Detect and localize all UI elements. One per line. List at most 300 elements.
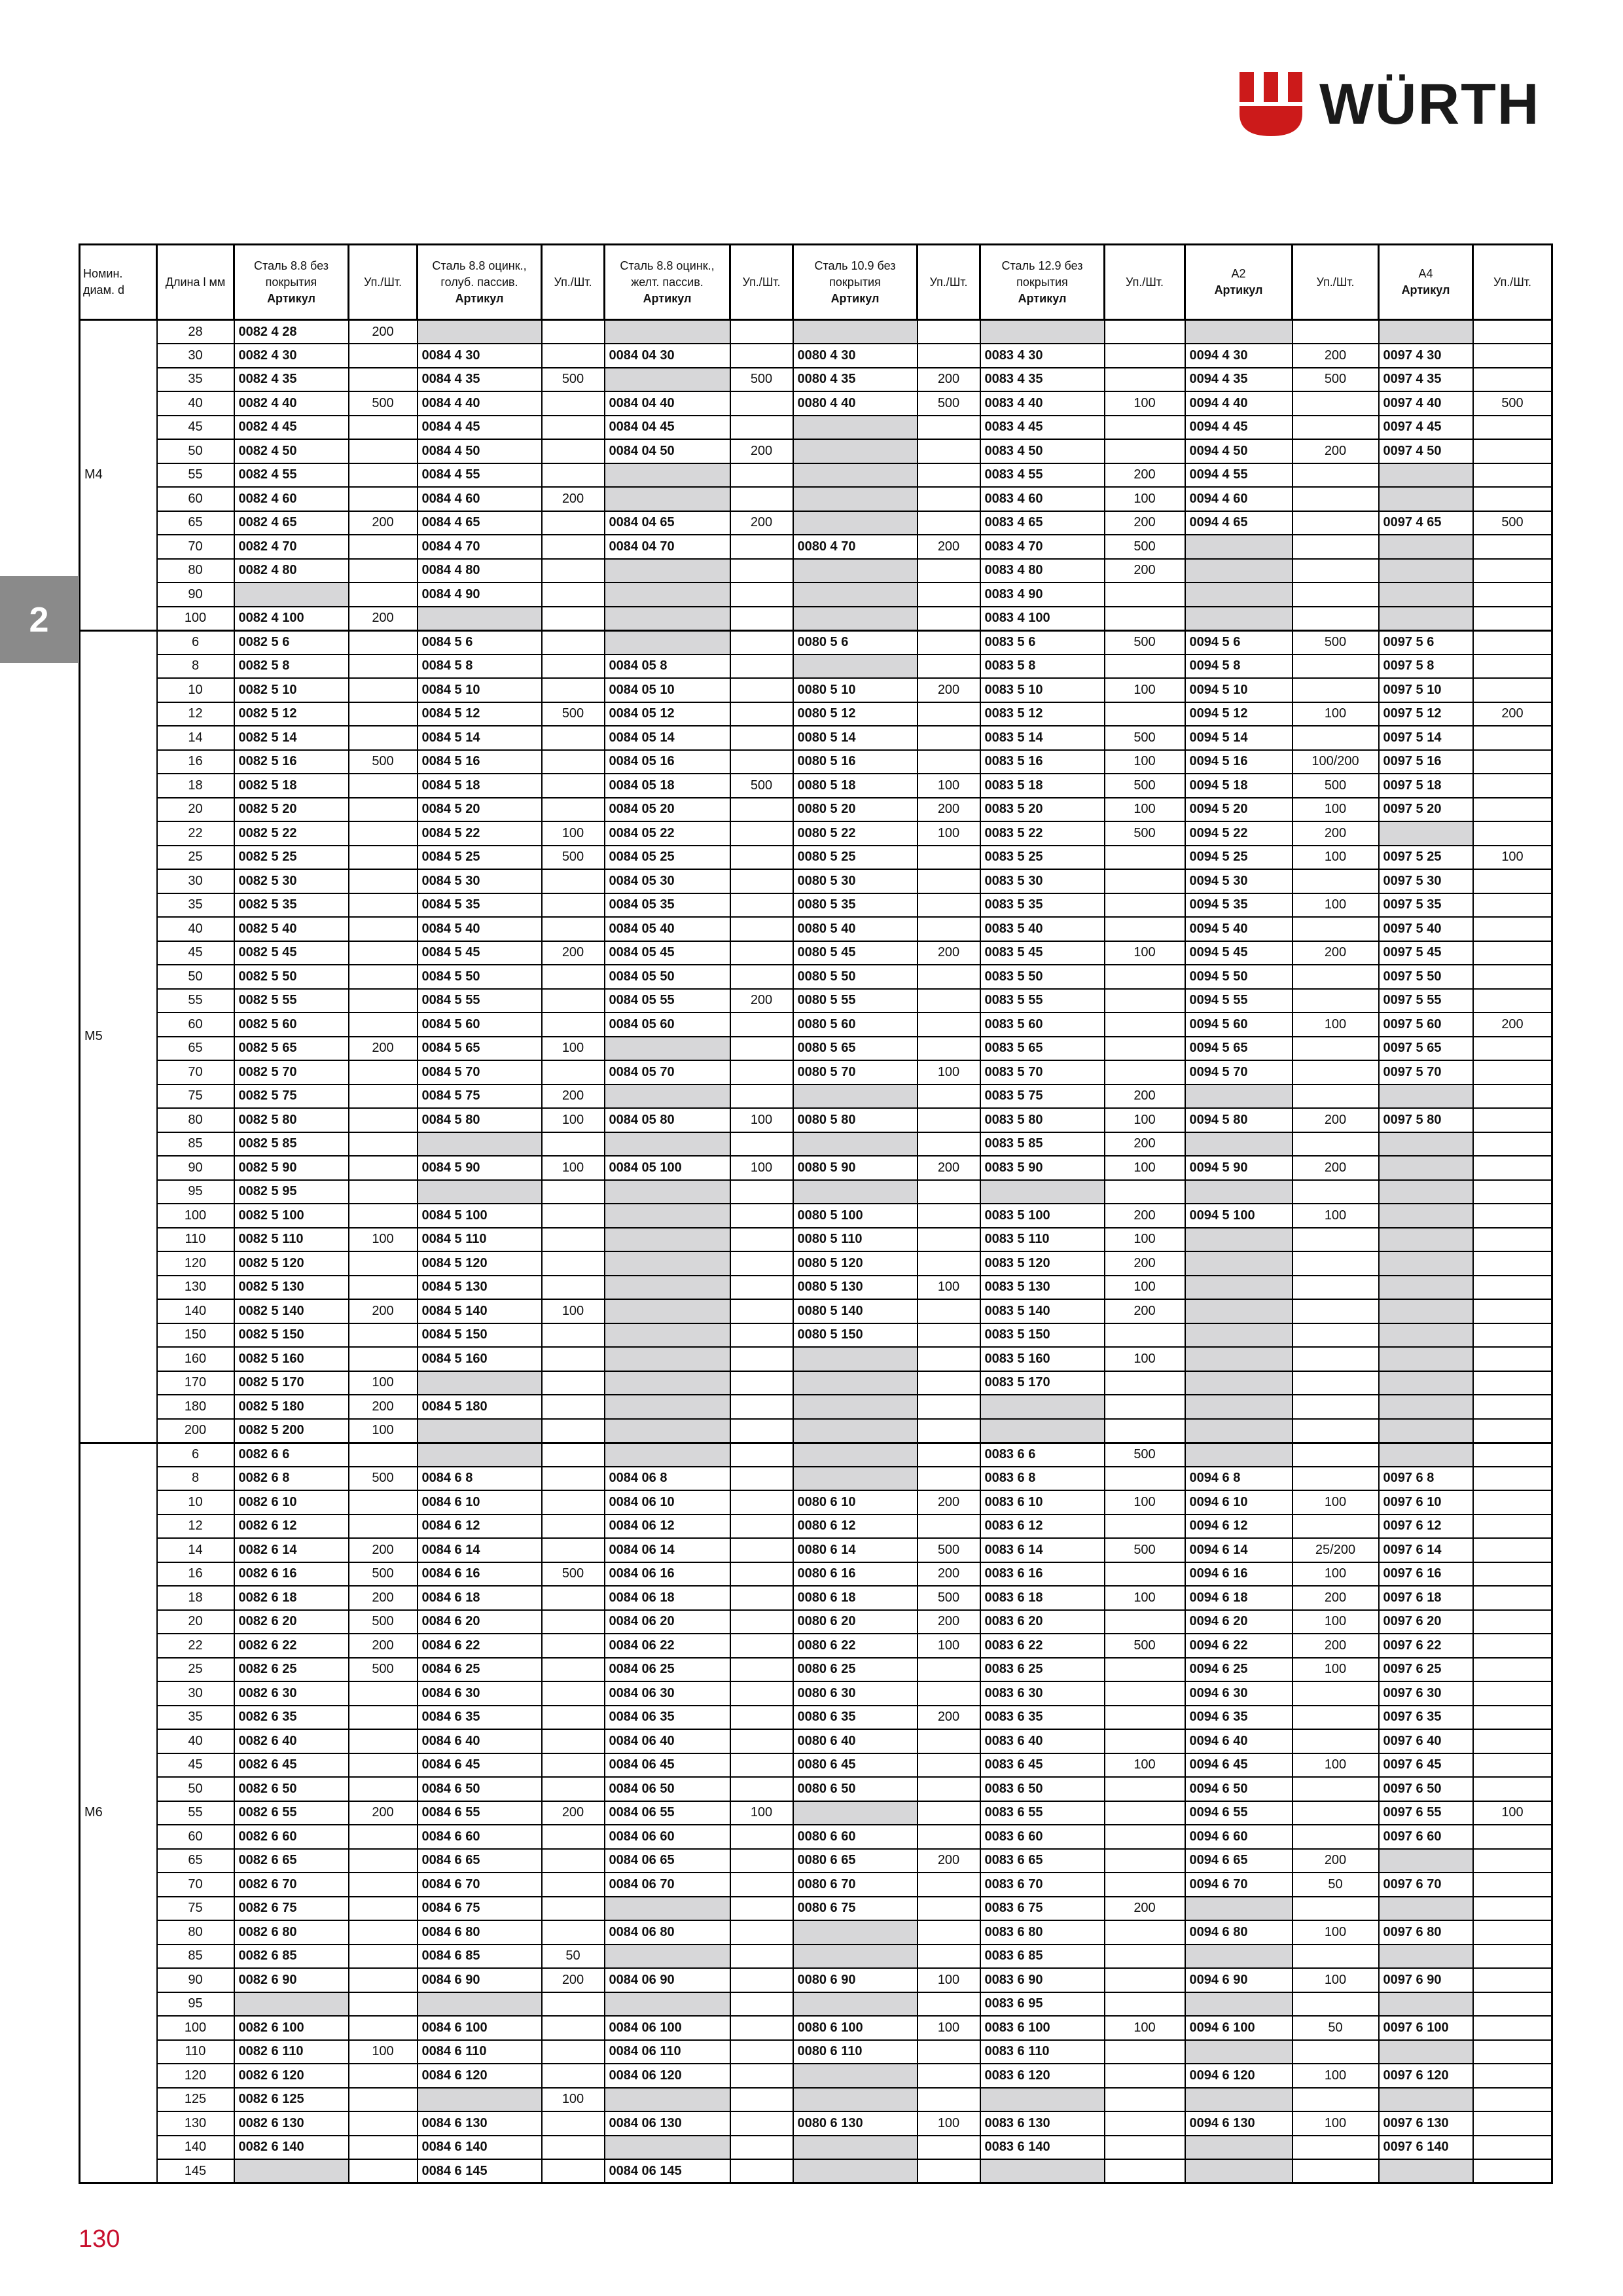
article-cell: 0084 05 18 xyxy=(605,774,730,798)
column-header xyxy=(80,245,157,320)
article-cell: 0084 05 16 xyxy=(605,750,730,774)
article-cell xyxy=(418,1371,542,1395)
header-line: покрытия xyxy=(265,275,317,289)
article-cell: 0084 6 110 xyxy=(418,2040,542,2064)
article-cell: 0080 6 25 xyxy=(793,1658,918,1682)
length-cell: 50 xyxy=(157,965,234,989)
article-cell: 0084 04 65 xyxy=(605,511,730,535)
pack-qty-cell xyxy=(730,1085,793,1109)
pack-qty-cell xyxy=(542,1658,605,1682)
article-cell: 0080 6 130 xyxy=(793,2111,918,2136)
article-cell: 0094 5 70 xyxy=(1185,1060,1293,1085)
pack-qty-cell xyxy=(349,2016,418,2040)
article-cell: 0084 5 12 xyxy=(418,702,542,726)
pack-qty-cell xyxy=(349,846,418,870)
article-cell: 0083 4 60 xyxy=(980,487,1105,511)
article-cell: 0083 6 130 xyxy=(980,2111,1105,2136)
article-cell: 0084 5 8 xyxy=(418,655,542,679)
pack-qty-cell: 200 xyxy=(349,1538,418,1562)
pack-qty-cell xyxy=(542,2136,605,2160)
pack-qty-cell: 100 xyxy=(1293,1490,1379,1515)
article-cell: 0080 5 14 xyxy=(793,726,918,750)
article-cell: 0083 6 22 xyxy=(980,1634,1105,1658)
article-cell: 0097 6 60 xyxy=(1379,1825,1473,1849)
article-cell xyxy=(793,463,918,488)
pack-qty-cell xyxy=(730,702,793,726)
article-cell: 0083 6 110 xyxy=(980,2040,1105,2064)
article-cell: 0082 5 200 xyxy=(234,1419,349,1443)
pack-qty-cell: 500 xyxy=(1105,774,1185,798)
article-cell: 0083 6 16 xyxy=(980,1562,1105,1587)
header-line: Уп./Шт. xyxy=(742,275,781,289)
pack-qty-cell xyxy=(1105,2088,1185,2112)
pack-qty-cell xyxy=(1293,1801,1379,1825)
length-cell: 95 xyxy=(157,1180,234,1204)
pack-qty-cell xyxy=(542,726,605,750)
article-cell: 0083 5 16 xyxy=(980,750,1105,774)
article-cell: 0094 5 14 xyxy=(1185,726,1293,750)
article-cell xyxy=(1379,607,1473,631)
article-cell: 0082 6 45 xyxy=(234,1753,349,1778)
pack-qty-cell: 100 xyxy=(1293,1204,1379,1228)
pack-qty-cell: 500 xyxy=(918,1586,980,1610)
pack-qty-cell xyxy=(730,1562,793,1587)
pack-qty-cell xyxy=(918,2136,980,2160)
article-cell: 0083 5 120 xyxy=(980,1251,1105,1276)
pack-qty-cell xyxy=(730,750,793,774)
article-cell: 0082 6 30 xyxy=(234,1681,349,1706)
header-line: Уп./Шт. xyxy=(1316,275,1355,289)
pack-qty-cell xyxy=(1293,391,1379,416)
article-cell: 0082 5 14 xyxy=(234,726,349,750)
pack-qty-cell xyxy=(349,416,418,440)
pack-qty-cell xyxy=(730,1777,793,1801)
pack-qty-cell xyxy=(730,1419,793,1443)
article-cell: 0082 6 75 xyxy=(234,1897,349,1921)
pack-qty-cell xyxy=(349,941,418,965)
pack-qty-cell xyxy=(542,1180,605,1204)
article-cell: 0083 4 80 xyxy=(980,559,1105,583)
pack-qty-cell xyxy=(1473,2040,1552,2064)
pack-qty-cell: 100 xyxy=(1105,1156,1185,1180)
article-cell: 0082 6 130 xyxy=(234,2111,349,2136)
article-cell xyxy=(605,559,730,583)
pack-qty-cell xyxy=(349,1347,418,1371)
article-cell: 0083 6 70 xyxy=(980,1873,1105,1897)
pack-qty-cell xyxy=(1105,1060,1185,1085)
column-header xyxy=(1379,245,1473,320)
article-cell xyxy=(1185,2159,1293,2183)
pack-qty-cell: 200 xyxy=(918,1562,980,1587)
pack-qty-cell: 500 xyxy=(918,1538,980,1562)
article-cell: 0080 4 30 xyxy=(793,344,918,368)
article-cell: 0082 5 90 xyxy=(234,1156,349,1180)
pack-qty-cell xyxy=(349,678,418,702)
pack-qty-cell: 100 xyxy=(542,1156,605,1180)
pack-qty-cell: 500 xyxy=(1105,535,1185,559)
article-cell xyxy=(605,607,730,631)
pack-qty-cell: 100 xyxy=(1105,1347,1185,1371)
article-cell: 0083 6 30 xyxy=(980,1681,1105,1706)
pack-qty-cell xyxy=(1293,678,1379,702)
article-cell xyxy=(1185,607,1293,631)
pack-qty-cell xyxy=(1105,607,1185,631)
article-cell: 0080 5 150 xyxy=(793,1323,918,1348)
table-row xyxy=(80,941,1552,965)
article-cell: 0082 4 45 xyxy=(234,416,349,440)
article-cell: 0082 5 50 xyxy=(234,965,349,989)
article-cell: 0084 5 80 xyxy=(418,1108,542,1132)
pack-qty-cell: 200 xyxy=(1293,1108,1379,1132)
article-cell: 0080 6 50 xyxy=(793,1777,918,1801)
pack-qty-cell: 100 xyxy=(1473,1801,1552,1825)
pack-qty-cell xyxy=(1473,965,1552,989)
pack-qty-cell xyxy=(1473,1562,1552,1587)
pack-qty-cell: 100/200 xyxy=(1293,750,1379,774)
article-cell: 0080 6 14 xyxy=(793,1538,918,1562)
article-cell: 0084 6 35 xyxy=(418,1706,542,1730)
length-cell: 90 xyxy=(157,583,234,607)
pack-qty-cell xyxy=(918,750,980,774)
pack-qty-cell xyxy=(349,2159,418,2183)
pack-qty-cell xyxy=(918,1371,980,1395)
article-cell xyxy=(1185,1323,1293,1348)
table-row xyxy=(80,1849,1552,1873)
article-cell: 0084 5 30 xyxy=(418,869,542,893)
article-cell xyxy=(605,630,730,655)
article-cell xyxy=(793,320,918,344)
pack-qty-cell xyxy=(1293,1180,1379,1204)
length-cell: 70 xyxy=(157,1873,234,1897)
length-cell: 85 xyxy=(157,1132,234,1157)
table-row xyxy=(80,1371,1552,1395)
article-cell xyxy=(793,2136,918,2160)
pack-qty-cell: 100 xyxy=(1293,1562,1379,1587)
pack-qty-cell xyxy=(542,344,605,368)
article-cell: 0080 6 110 xyxy=(793,2040,918,2064)
pack-qty-cell xyxy=(918,846,980,870)
pack-qty-cell xyxy=(1473,917,1552,941)
column-header xyxy=(1105,245,1185,320)
table-row xyxy=(80,1729,1552,1753)
pack-qty-cell xyxy=(918,1920,980,1945)
table-row xyxy=(80,1586,1552,1610)
article-cell: 0097 4 35 xyxy=(1379,368,1473,392)
pack-qty-cell xyxy=(1473,1299,1552,1323)
pack-qty-cell: 100 xyxy=(1293,1013,1379,1037)
pack-qty-cell xyxy=(349,1920,418,1945)
article-cell xyxy=(1185,535,1293,559)
pack-qty-cell xyxy=(1473,1156,1552,1180)
pack-qty-cell xyxy=(1293,1706,1379,1730)
pack-qty-cell xyxy=(542,2159,605,2183)
article-cell xyxy=(234,2159,349,2183)
pack-qty-cell xyxy=(542,559,605,583)
article-cell: 0083 6 10 xyxy=(980,1490,1105,1515)
pack-qty-cell xyxy=(542,678,605,702)
article-cell: 0082 6 18 xyxy=(234,1586,349,1610)
pack-qty-cell xyxy=(1105,1323,1185,1348)
pack-qty-cell xyxy=(1473,1706,1552,1730)
table-row xyxy=(80,989,1552,1013)
article-cell xyxy=(793,2159,918,2183)
article-cell: 0082 6 85 xyxy=(234,1945,349,1969)
pack-qty-cell: 200 xyxy=(918,678,980,702)
header-line: Уп./Шт. xyxy=(1125,275,1164,289)
article-cell: 0094 5 40 xyxy=(1185,917,1293,941)
pack-qty-cell xyxy=(1293,1395,1379,1419)
pack-qty-cell: 200 xyxy=(1105,1085,1185,1109)
article-cell xyxy=(1185,1180,1293,1204)
article-cell: 0080 5 100 xyxy=(793,1204,918,1228)
pack-qty-cell xyxy=(1473,821,1552,846)
article-cell: 0084 6 55 xyxy=(418,1801,542,1825)
column-header xyxy=(157,245,234,320)
pack-qty-cell: 500 xyxy=(1473,391,1552,416)
length-cell: 130 xyxy=(157,2111,234,2136)
article-cell: 0097 6 100 xyxy=(1379,2016,1473,2040)
article-cell xyxy=(605,1347,730,1371)
pack-qty-cell xyxy=(730,416,793,440)
article-cell xyxy=(1379,1251,1473,1276)
pack-qty-cell: 100 xyxy=(918,2111,980,2136)
article-cell xyxy=(234,1992,349,2017)
article-cell: 0080 6 70 xyxy=(793,1873,918,1897)
pack-qty-cell: 200 xyxy=(349,607,418,631)
pack-qty-cell xyxy=(918,607,980,631)
header-line: покрытия xyxy=(829,275,881,289)
article-cell xyxy=(418,607,542,631)
article-cell: 0084 5 90 xyxy=(418,1156,542,1180)
article-cell: 0097 6 90 xyxy=(1379,1968,1473,1992)
pack-qty-cell xyxy=(1473,989,1552,1013)
header-line: диам. d xyxy=(83,283,124,296)
article-cell: 0097 4 50 xyxy=(1379,439,1473,463)
pack-qty-cell xyxy=(918,583,980,607)
pack-qty-cell xyxy=(1473,893,1552,918)
pack-qty-cell: 500 xyxy=(1105,821,1185,846)
pack-qty-cell xyxy=(1105,1920,1185,1945)
length-cell: 28 xyxy=(157,320,234,344)
pack-qty-cell xyxy=(1473,1753,1552,1778)
pack-qty-cell xyxy=(542,320,605,344)
article-cell: 0097 6 120 xyxy=(1379,2064,1473,2088)
pack-qty-cell xyxy=(542,1490,605,1515)
article-cell: 0083 5 160 xyxy=(980,1347,1105,1371)
pack-qty-cell: 200 xyxy=(349,511,418,535)
article-cell: 0094 6 65 xyxy=(1185,1849,1293,1873)
article-cell: 0097 5 20 xyxy=(1379,798,1473,822)
article-cell: 0084 05 100 xyxy=(605,1156,730,1180)
article-cell: 0083 5 14 xyxy=(980,726,1105,750)
pack-qty-cell xyxy=(1293,535,1379,559)
pack-qty-cell: 500 xyxy=(542,368,605,392)
article-cell: 0084 5 14 xyxy=(418,726,542,750)
article-cell xyxy=(605,1323,730,1348)
article-cell: 0094 5 50 xyxy=(1185,965,1293,989)
article-cell: 0082 4 60 xyxy=(234,487,349,511)
article-cell: 0084 6 10 xyxy=(418,1490,542,1515)
pack-qty-cell xyxy=(349,1251,418,1276)
article-cell xyxy=(1185,1347,1293,1371)
pack-qty-cell xyxy=(730,535,793,559)
article-cell: 0083 4 65 xyxy=(980,511,1105,535)
article-cell: 0094 6 22 xyxy=(1185,1634,1293,1658)
article-cell: 0082 5 65 xyxy=(234,1037,349,1061)
article-cell: 0084 6 18 xyxy=(418,1586,542,1610)
length-cell: 70 xyxy=(157,1060,234,1085)
article-cell: 0084 5 55 xyxy=(418,989,542,1013)
article-cell xyxy=(1185,559,1293,583)
length-cell: 90 xyxy=(157,1968,234,1992)
article-cell: 0084 5 100 xyxy=(418,1204,542,1228)
length-cell: 22 xyxy=(157,821,234,846)
pack-qty-cell xyxy=(1293,2088,1379,2112)
article-cell: 0083 5 90 xyxy=(980,1156,1105,1180)
length-cell: 40 xyxy=(157,391,234,416)
article-cell: 0083 6 25 xyxy=(980,1658,1105,1682)
table-row xyxy=(80,1920,1552,1945)
pack-qty-cell: 100 xyxy=(1293,893,1379,918)
article-cell: 0083 6 12 xyxy=(980,1515,1105,1539)
article-cell: 0080 6 30 xyxy=(793,1681,918,1706)
pack-qty-cell: 200 xyxy=(1105,1299,1185,1323)
length-cell: 40 xyxy=(157,1729,234,1753)
pack-qty-cell xyxy=(1293,559,1379,583)
pack-qty-cell xyxy=(918,487,980,511)
pack-qty-cell xyxy=(1105,846,1185,870)
pack-qty-cell xyxy=(730,1706,793,1730)
pack-qty-cell: 100 xyxy=(349,2040,418,2064)
article-cell: 0084 04 50 xyxy=(605,439,730,463)
pack-qty-cell xyxy=(542,1347,605,1371)
pack-qty-cell xyxy=(1473,1945,1552,1969)
article-cell: 0097 5 60 xyxy=(1379,1013,1473,1037)
article-cell: 0082 5 180 xyxy=(234,1395,349,1419)
pack-qty-cell: 100 xyxy=(1293,702,1379,726)
pack-qty-cell xyxy=(1105,344,1185,368)
pack-qty-cell xyxy=(542,1443,605,1467)
pack-qty-cell xyxy=(730,1490,793,1515)
article-cell: 0084 6 20 xyxy=(418,1610,542,1634)
article-cell: 0084 06 55 xyxy=(605,1801,730,1825)
pack-qty-cell: 100 xyxy=(542,1299,605,1323)
pack-qty-cell xyxy=(1473,583,1552,607)
article-cell: 0084 06 22 xyxy=(605,1634,730,1658)
article-cell: 0084 06 25 xyxy=(605,1658,730,1682)
article-cell: 0083 5 25 xyxy=(980,846,1105,870)
article-cell: 0083 5 110 xyxy=(980,1228,1105,1252)
article-cell: 0097 5 45 xyxy=(1379,941,1473,965)
pack-qty-cell xyxy=(730,1729,793,1753)
article-cell: 0082 6 110 xyxy=(234,2040,349,2064)
pack-qty-cell xyxy=(542,535,605,559)
pack-qty-cell xyxy=(1105,416,1185,440)
pack-qty-cell xyxy=(349,2111,418,2136)
article-cell: 0084 5 150 xyxy=(418,1323,542,1348)
table-row xyxy=(80,2016,1552,2040)
pack-qty-cell: 200 xyxy=(349,320,418,344)
article-cell: 0084 06 40 xyxy=(605,1729,730,1753)
pack-qty-cell xyxy=(349,487,418,511)
table-row xyxy=(80,965,1552,989)
article-cell xyxy=(1379,1419,1473,1443)
pack-qty-cell: 200 xyxy=(349,1634,418,1658)
article-cell: 0082 5 75 xyxy=(234,1085,349,1109)
pack-qty-cell: 200 xyxy=(349,1037,418,1061)
pack-qty-cell xyxy=(730,2040,793,2064)
pack-qty-cell xyxy=(1473,1920,1552,1945)
pack-qty-cell xyxy=(918,320,980,344)
length-cell: 70 xyxy=(157,535,234,559)
article-cell: 0082 6 60 xyxy=(234,1825,349,1849)
pack-qty-cell xyxy=(1473,1204,1552,1228)
pack-qty-cell xyxy=(1293,1419,1379,1443)
article-cell xyxy=(1185,1085,1293,1109)
pack-qty-cell xyxy=(1293,1371,1379,1395)
pack-qty-cell xyxy=(349,583,418,607)
article-cell: 0084 4 30 xyxy=(418,344,542,368)
pack-qty-cell xyxy=(542,965,605,989)
article-cell xyxy=(793,1992,918,2017)
length-cell: 8 xyxy=(157,1467,234,1491)
pack-qty-cell xyxy=(918,1108,980,1132)
pack-qty-cell xyxy=(1105,1180,1185,1204)
article-cell xyxy=(1185,2040,1293,2064)
article-cell: 0080 5 35 xyxy=(793,893,918,918)
header-article-label: Артикул xyxy=(643,291,692,305)
pack-qty-cell xyxy=(1105,1681,1185,1706)
pack-qty-cell xyxy=(542,1060,605,1085)
article-cell: 0094 6 70 xyxy=(1185,1873,1293,1897)
pack-qty-cell xyxy=(542,774,605,798)
article-cell: 0094 6 10 xyxy=(1185,1490,1293,1515)
column-header xyxy=(793,245,918,320)
article-cell: 0080 4 40 xyxy=(793,391,918,416)
article-cell xyxy=(1379,2159,1473,2183)
article-cell: 0083 5 55 xyxy=(980,989,1105,1013)
pack-qty-cell xyxy=(730,1251,793,1276)
pack-qty-cell: 200 xyxy=(918,535,980,559)
pack-qty-cell: 100 xyxy=(918,821,980,846)
pack-qty-cell xyxy=(1473,1992,1552,2017)
pack-qty-cell xyxy=(1473,1825,1552,1849)
article-cell xyxy=(793,1395,918,1419)
article-cell: 0097 5 25 xyxy=(1379,846,1473,870)
pack-qty-cell xyxy=(918,1299,980,1323)
table-row xyxy=(80,487,1552,511)
pack-qty-cell xyxy=(1473,416,1552,440)
article-cell: 0097 5 8 xyxy=(1379,655,1473,679)
length-cell: 60 xyxy=(157,487,234,511)
article-cell: 0084 6 8 xyxy=(418,1467,542,1491)
pack-qty-cell xyxy=(730,344,793,368)
article-cell: 0082 6 140 xyxy=(234,2136,349,2160)
article-cell: 0082 5 8 xyxy=(234,655,349,679)
pack-qty-cell xyxy=(349,2064,418,2088)
length-cell: 10 xyxy=(157,1490,234,1515)
article-cell xyxy=(1185,2088,1293,2112)
pack-qty-cell xyxy=(918,2159,980,2183)
article-cell: 0084 6 30 xyxy=(418,1681,542,1706)
length-cell: 120 xyxy=(157,2064,234,2088)
table-row xyxy=(80,1419,1552,1443)
article-cell: 0084 05 30 xyxy=(605,869,730,893)
article-cell: 0094 6 90 xyxy=(1185,1968,1293,1992)
article-cell: 0082 5 35 xyxy=(234,893,349,918)
pack-qty-cell: 200 xyxy=(542,487,605,511)
article-cell: 0084 05 35 xyxy=(605,893,730,918)
